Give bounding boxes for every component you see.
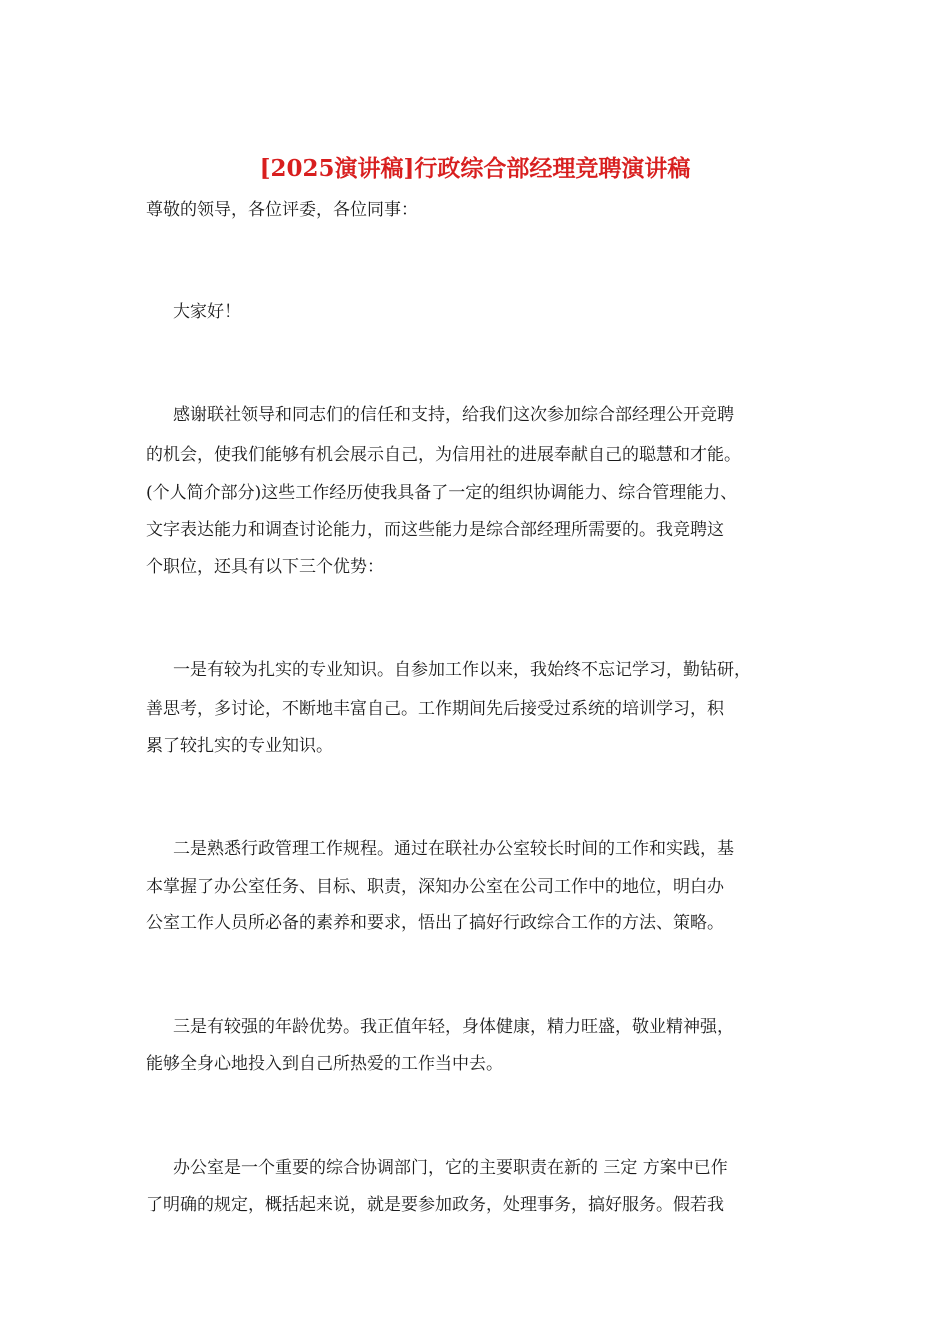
document-title: [2025演讲稿]行政综合部经理竞聘演讲稿 [259,155,691,182]
paragraph-1-line-2: 的机会，使我们能够有机会展示自己，为信用社的进展奉献自己的聪慧和才能。 [146,445,741,465]
paragraph-2-line-2: 善思考，多讨论，不断地丰富自己。工作期间先后接受过系统的培训学习，积 [146,699,724,719]
paragraph-2-line-3: 累了较扎实的专业知识。 [146,736,333,756]
greeting: 大家好！ [173,302,241,322]
paragraph-1-line-4: 文字表达能力和调查讨论能力，而这些能力是综合部经理所需要的。我竞聘这 [146,520,724,540]
paragraph-5-line-2: 了明确的规定，概括起来说，就是要参加政务，处理事务，搞好服务。假若我 [146,1195,724,1215]
paragraph-5-line-1: 办公室是一个重要的综合协调部门，它的主要职责在新的 三定 方案中已作 [173,1158,728,1178]
paragraph-1-line-1: 感谢联社领导和同志们的信任和支持，给我们这次参加综合部经理公开竞聘 [173,405,734,425]
paragraph-3-line-2: 本掌握了办公室任务、目标、职责，深知办公室在公司工作中的地位，明白办 [146,877,724,897]
paragraph-3-line-3: 公室工作人员所必备的素养和要求，悟出了搞好行政综合工作的方法、策略。 [146,913,724,933]
paragraph-4-line-1: 三是有较强的年龄优势。我正值年轻，身体健康，精力旺盛，敬业精神强， [173,1017,734,1037]
paragraph-3-line-1: 二是熟悉行政管理工作规程。通过在联社办公室较长时间的工作和实践，基 [173,839,734,859]
paragraph-1-line-3: (个人简介部分)这些工作经历使我具备了一定的组织协调能力、综合管理能力、 [146,483,738,503]
salutation: 尊敬的领导，各位评委，各位同事： [146,200,418,220]
paragraph-1-line-5: 个职位，还具有以下三个优势： [146,557,384,577]
paragraph-4-line-2: 能够全身心地投入到自己所热爱的工作当中去。 [146,1054,503,1074]
paragraph-2-line-1: 一是有较为扎实的专业知识。自参加工作以来，我始终不忘记学习，勤钻研， [173,660,751,680]
